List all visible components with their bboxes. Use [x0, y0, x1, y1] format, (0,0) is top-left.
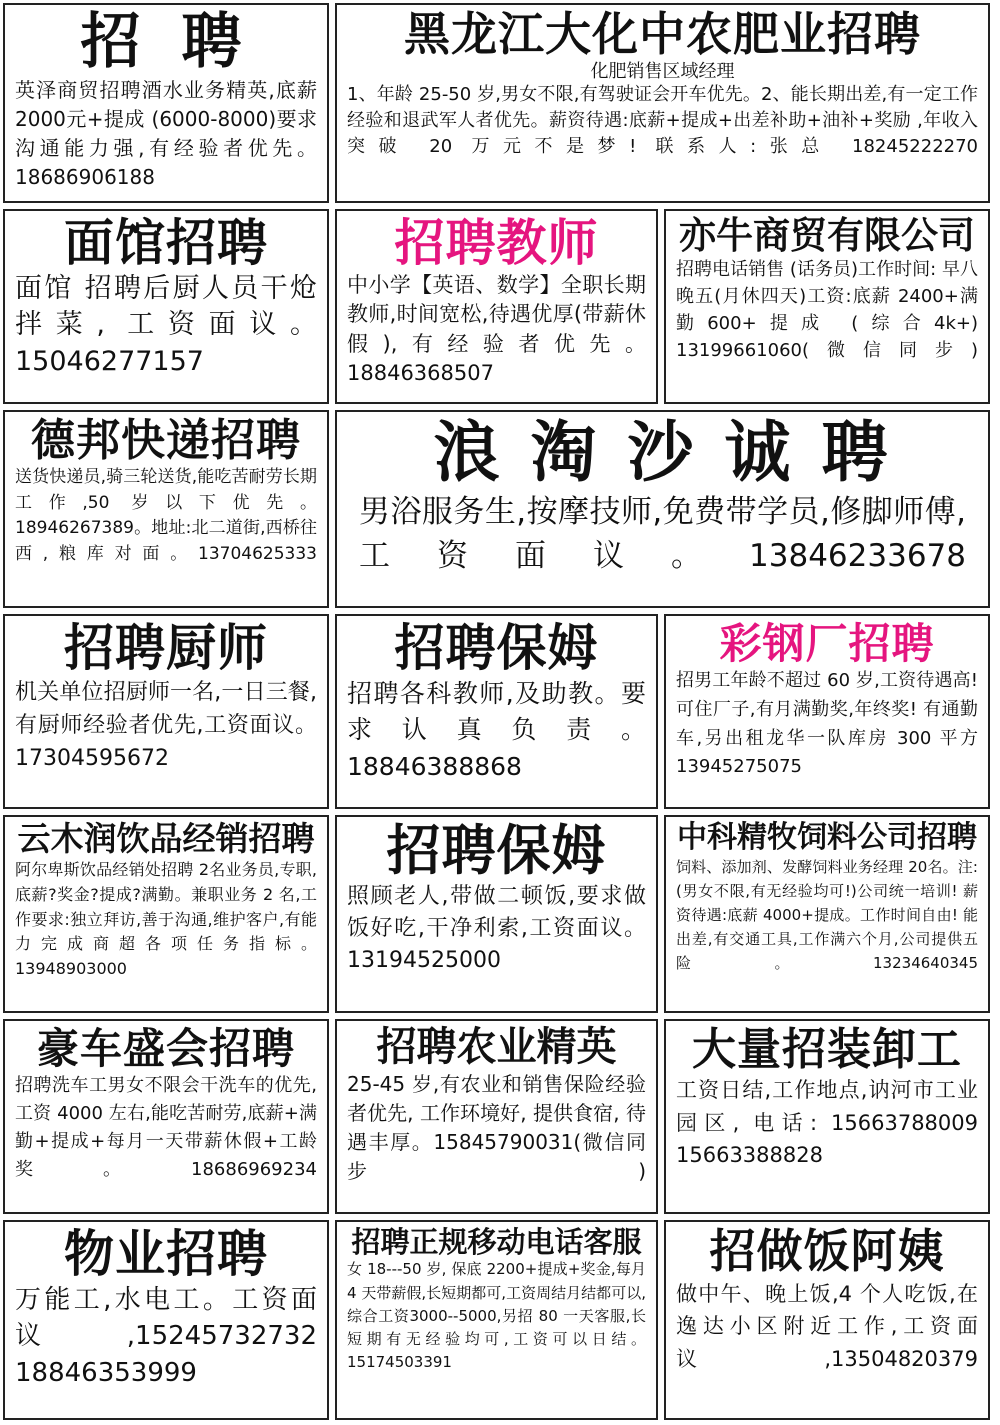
ad-title: 黑龙江大化中农肥业招聘: [404, 7, 921, 61]
ad-title: 彩钢厂招聘: [719, 619, 935, 668]
ad-noodle-shop: [3, 209, 329, 404]
ad-body: 万能工,水电工。工资面议,15245732732 18846353999: [15, 1285, 317, 1388]
ad-loader-recruit: [664, 1019, 990, 1214]
ad-title: 招聘教师: [394, 214, 599, 272]
ad-title: 云木润饮品经销招聘: [17, 819, 315, 858]
ad-title: 招聘正规移动电话客服: [351, 1225, 642, 1259]
ad-subtitle: 化肥销售区域经理: [590, 60, 735, 82]
ad-body: 照顾老人,带做二顿饭,要求做饭好吃,干净利索,工资面议。13194525000: [347, 884, 646, 974]
ad-title: 招聘保姆: [394, 619, 599, 677]
ad-heilongjiang-fertilizer: [335, 3, 990, 203]
ad-teacher-recruit: [335, 209, 658, 404]
ad-body: 做中午、晚上饭,4 个人吃饭,在逸达小区附近工作,工资面议,13504820379: [676, 1281, 978, 1371]
ad-title: 招聘厨师: [64, 619, 268, 677]
ad-cook-auntie: [664, 1220, 990, 1420]
ad-yiniu-trading: [664, 209, 990, 404]
ad-body: 1、年龄 25-50 岁,男女不限,有驾驶证会开车优先。2、能长期出差,有一定工作经验和退武军人者优先。薪资待遇:底薪+提成+出差补助+油补+奖励 ,年收入突破 20 万元不是梦! 联系人:张总 18245222270: [347, 84, 978, 158]
ad-title: 中科精牧饲料公司招聘: [677, 820, 977, 855]
ad-title: 豪车盛会招聘: [36, 1024, 295, 1073]
ad-title: 亦牛商贸有限公司: [679, 214, 975, 257]
ad-langtaosha: [335, 410, 990, 608]
ad-title: 招聘保姆: [386, 819, 607, 882]
ad-title: 招 聘: [80, 7, 252, 77]
ad-yingze-liquor: [3, 3, 329, 203]
ad-body: 女 18---50 岁, 保底 2200+提成+奖金,每月 4 天带薪假,长短期都可,工资周结月结都可以, 综合工资3000--5000,另招 80 一天客服,长短期有无经验均可,工资可以日结。15174503391: [347, 1260, 646, 1372]
ad-title: 物业招聘: [64, 1225, 268, 1283]
ad-body: 机关单位招厨师一名,一日三餐, 有厨师经验者优先,工资面议。17304595672: [15, 680, 317, 771]
ad-body: 工资日结,工作地点,讷河市工业园区, 电话: 15663788009 15663388828: [676, 1078, 978, 1168]
ad-body: 中小学【英语、数学】全职长期教师,时间宽松,待遇优厚(带薪休假),有经验者优先。18846368507: [347, 273, 646, 386]
ad-title: 浪 淘 沙 诚 聘: [433, 414, 892, 491]
ad-color-steel-factory: [664, 614, 990, 809]
ad-debang-express: [3, 410, 329, 608]
ad-body: 阿尔卑斯饮品经销处招聘 2名业务员,专职,底薪?奖金?提成?满勤。兼职业务 2 名,工作要求:独立拜访,善于沟通,维护客户,有能力完成商超各项任务指标。 13948903000: [15, 859, 317, 979]
ad-nanny-teacher: [335, 614, 658, 809]
ad-body: 招男工年龄不超过 60 岁,工资待遇高! 可住厂子,有月满勤奖,年终奖! 有通勤车,另出租龙华一队库房 300 平方 13945275075: [676, 670, 978, 778]
ad-body: 英泽商贸招聘酒水业务精英,底薪 2000元+提成 (6000-8000)要求沟通能力强,有经验者优先。18686906188: [15, 78, 317, 190]
ad-title: 招做饭阿姨: [709, 1224, 945, 1278]
ad-body: 送货快递员,骑三轮送货,能吃苦耐劳长期工作,50 岁以下优先。18946267389。地址:北二道街,西桥往西,粮库对面。13704625333: [15, 467, 317, 564]
ad-title: 招聘农业精英: [376, 1024, 617, 1070]
ad-chef-recruit: [3, 614, 329, 809]
ad-title: 面馆招聘: [64, 214, 268, 272]
ad-body: 25-45 岁,有农业和销售保险经验者优先, 工作环境好, 提供食宿, 待遇丰厚。15845790031(微信同步): [347, 1071, 646, 1183]
ad-body: 招聘洗车工男女不限会干洗车的优先,工资 4000 左右,能吃苦耐劳,底薪+满勤+提成+每月一天带薪休假+工龄奖。18686969234: [15, 1075, 317, 1180]
ad-title: 大量招装卸工: [692, 1024, 962, 1075]
ad-body: 招聘各科教师,及助教。要求认真负责。 18846388868: [347, 679, 646, 781]
ad-title: 德邦快递招聘: [31, 415, 301, 466]
ad-haoche-carwash: [3, 1019, 329, 1214]
ad-body: 面馆 招聘后厨人员干炝拌菜, 工资面议。15046277157: [15, 273, 317, 377]
ad-mobile-customer-service: [335, 1220, 658, 1420]
ad-property-recruit: [3, 1220, 329, 1420]
ad-yunmurun-drinks: [3, 815, 329, 1013]
ad-body: 招聘电话销售 (话务员)工作时间: 早八晚五(月休四天)工资:底薪 2400+满勤600+提成 (综合4k+) 13199661060(微信同步): [676, 259, 978, 362]
ad-nanny-elderly: [335, 815, 658, 1013]
ad-body: 饲料、添加剂、发酵饲料业务经理 20名。注:(男女不限,有无经验均可!)公司统一培训! 薪资待遇:底薪 4000+提成。工作时间自由! 能出差,有交通工具,工作满六个月,公司提供五险。13234640345: [676, 857, 978, 972]
ad-zhongke-feed: [664, 815, 990, 1013]
ad-body: 男浴服务生,按摩技师,免费带学员,修脚师傅,工资面议。13846233678: [359, 493, 966, 574]
ad-agriculture-elite: [335, 1019, 658, 1214]
